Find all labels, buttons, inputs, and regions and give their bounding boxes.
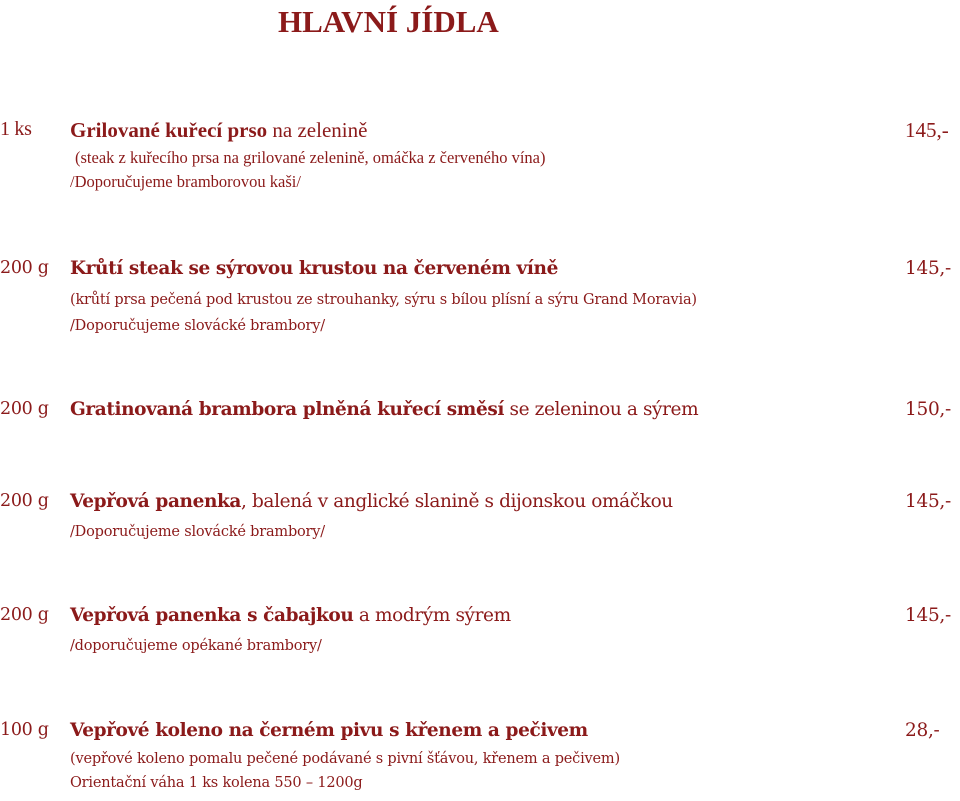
item-name-rest: a modrým sýrem bbox=[353, 605, 511, 626]
item-price: 150,- bbox=[905, 399, 951, 420]
menu-item-header bbox=[0, 258, 960, 284]
item-description: (vepřové koleno pomalu pečené podávané s pivní šťávou, křenem a pečivem) bbox=[70, 751, 620, 767]
item-description: (steak z kuřecího prsa na grilované zelenině, omáčka z červeného vína) bbox=[75, 148, 546, 167]
menu-item-header bbox=[0, 118, 960, 144]
item-name bbox=[70, 258, 558, 279]
item-recommendation: /doporučujeme opékané brambory/ bbox=[70, 638, 322, 654]
item-quantity: 200 g bbox=[0, 258, 49, 278]
menu-item-veprove-koleno bbox=[0, 720, 960, 795]
menu-item-header bbox=[0, 399, 960, 425]
item-name bbox=[70, 605, 511, 626]
item-name-bold: Gratinovaná brambora plněná kuřecí směsí bbox=[70, 399, 504, 420]
menu-item-grilovane-kureci-prso bbox=[0, 118, 960, 194]
menu-item-header bbox=[0, 491, 960, 517]
item-weight-note: Orientační váha 1 ks kolena 550 – 1200g bbox=[70, 775, 363, 791]
item-name-bold: Vepřová panenka s čabajkou bbox=[70, 605, 354, 626]
item-recommendation: /Doporučujeme slovácké brambory/ bbox=[70, 524, 325, 540]
item-quantity: 100 g bbox=[0, 720, 49, 740]
menu-item-header bbox=[0, 720, 960, 746]
menu-item-veprova-panenka bbox=[0, 491, 960, 544]
item-name bbox=[70, 491, 673, 512]
menu-item-gratinovana-brambora bbox=[0, 399, 960, 425]
item-price: 145,- bbox=[905, 258, 951, 279]
item-name bbox=[70, 118, 367, 143]
item-name-bold: Krůtí steak se sýrovou krustou na červeném víně bbox=[70, 258, 558, 279]
item-name-bold: Vepřové koleno na černém pivu s křenem a pečivem bbox=[70, 720, 588, 741]
item-description: (krůtí prsa pečená pod krustou ze strouhanky, sýru s bílou plísní a sýru Grand Moravia) bbox=[70, 292, 697, 308]
page-title: HLAVNÍ JÍDLA bbox=[278, 4, 499, 39]
item-price: 145,- bbox=[905, 118, 949, 142]
item-name bbox=[70, 399, 698, 420]
item-price: 145,- bbox=[905, 491, 951, 512]
item-quantity: 1 ks bbox=[0, 118, 32, 140]
menu-item-veprova-panenka-cabajka bbox=[0, 605, 960, 658]
item-name-rest: na zelenině bbox=[267, 118, 368, 142]
menu-item-kruti-steak bbox=[0, 258, 960, 338]
item-name-bold: Grilované kuřecí prso bbox=[70, 118, 268, 142]
item-quantity: 200 g bbox=[0, 491, 49, 511]
item-price: 145,- bbox=[905, 605, 951, 626]
item-recommendation: /Doporučujeme bramborovou kaši/ bbox=[70, 172, 301, 191]
item-quantity: 200 g bbox=[0, 399, 49, 419]
item-name bbox=[70, 720, 588, 741]
item-name-bold: Vepřová panenka bbox=[70, 491, 242, 512]
menu-item-header bbox=[0, 605, 960, 631]
item-recommendation: /Doporučujeme slovácké brambory/ bbox=[70, 318, 325, 334]
item-quantity: 200 g bbox=[0, 605, 49, 625]
item-price: 28,- bbox=[905, 720, 940, 741]
item-name-rest: , balená v anglické slanině s dijonskou omáčkou bbox=[241, 491, 673, 512]
item-name-rest: se zeleninou a sýrem bbox=[504, 399, 699, 420]
